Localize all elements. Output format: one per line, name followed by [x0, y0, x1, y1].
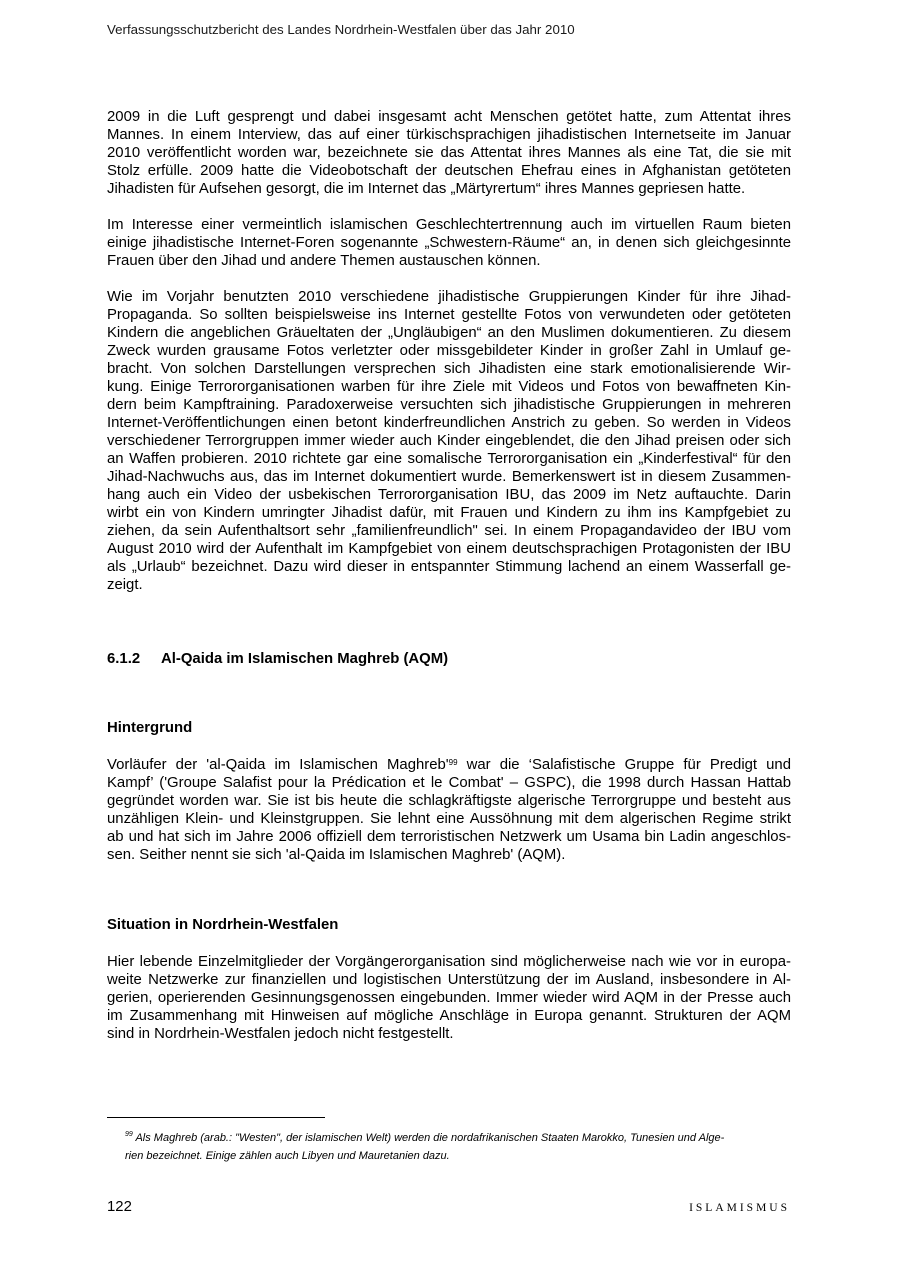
- section-number: 6.1.2: [107, 651, 141, 667]
- text-line: wirbt ein von Kindern umringter Jihadist dafür, mit Frauen und Kindern zu ihm ins Kampfgebiet zu: [107, 505, 791, 521]
- page-number: 122: [107, 1199, 132, 1215]
- text-line: bracht. Von solchen Darstellungen versprechen sich Jihadisten eine stark emotionalisierende Wir-: [107, 361, 791, 377]
- section-heading: [107, 651, 448, 667]
- text-line: gerien, operierenden Gesinnungsgenossen eingebunden. Immer wieder wird AQM in der Presse auch: [107, 990, 791, 1006]
- footnote-line: [125, 1129, 785, 1147]
- text-line: gegründet worden war. Sie ist bis heute die schlagkräftigste algerische Terrorgruppe und besteht aus: [107, 793, 791, 809]
- subheading-situation: Situation in Nordrhein-Westfalen: [107, 917, 339, 933]
- text-line: als „Urlaub“ bezeichnet. Dazu wird dieser in entspannter Stimmung lachend an einem Wasserfall ge-: [107, 559, 791, 575]
- text-line: 2010 veröffentlicht worden war, bezeichnete sie das Attentat ihres Mannes als eine Tat, die sie mit: [107, 145, 791, 161]
- text-line: Internet-Veröffentlichungen einen betont kinderfreundlichen Anstrich zu geben. So werden in Videos: [107, 415, 791, 431]
- body-paragraph: [107, 953, 791, 1043]
- footnote: [125, 1129, 785, 1165]
- text-line: Wie im Vorjahr benutzten 2010 verschiedene jihadistische Gruppierungen Kinder für ihre Jihad-: [107, 289, 791, 305]
- text-line: sind in Nordrhein-Westfalen jedoch nicht festgestellt.: [107, 1026, 454, 1042]
- text-line: Propaganda. So sollten beispielsweise ins Internet gestellte Fotos von verwundeten oder getöteten: [107, 307, 791, 323]
- text-line: Kindern die angeblichen Gräueltaten der „Ungläubigen“ an den Muslimen dokumentieren. Zu diesem: [107, 325, 791, 341]
- text-line: dern beim Kampftraining. Paradoxerweise versuchten sich jihadistische Gruppierungen in mehreren: [107, 397, 791, 413]
- text-line: Hier lebende Einzelmitglieder der Vorgängerorganisation sind möglicherweise nach wie vor in europa-: [107, 954, 791, 970]
- text-line: Stolz erfülle. 2009 hatte die Videobotschaft der deutschen Ehefrau eines in Afghanistan getöteten: [107, 163, 791, 179]
- text-line: zeigt.: [107, 577, 143, 593]
- text-line: Mannes. In einem Interview, das auf einer türkischsprachigen jihadistischen Internetseite im Januar: [107, 127, 791, 143]
- text-line: verschiedener Terrorgruppen immer wieder auch Kinder eingeblendet, die den Jihad preisen oder sich: [107, 433, 791, 449]
- text-line: Jihad-Nachwuchs aus, das im Internet dokumentiert wurde. Bemerkenswert ist in diesem Zusammen-: [107, 469, 791, 485]
- body-paragraph: [107, 756, 791, 864]
- text-line: kung. Einige Terrororganisationen warben für ihre Ziele mit Videos und Fotos von bewaffneten Kin-: [107, 379, 791, 395]
- footnote-reference[interactable]: 99: [448, 758, 458, 767]
- subheading-background: Hintergrund: [107, 720, 193, 736]
- text-fragment: war die ‘Salafistische Gruppe für Predigt und: [457, 757, 791, 773]
- footer-section-label: ISLAMISMUS: [689, 1202, 790, 1214]
- text-line: unzähligen Klein- und Kleinstgruppen. Sie lehnt eine Aussöhnung mit dem algerischen Regime strikt: [107, 811, 791, 827]
- text-line: ab und hat sich im Jahre 2006 offiziell dem terroristischen Netzwerk um Usama bin Ladin angeschlos-: [107, 829, 791, 845]
- text-line: Kampf’ ('Groupe Salafist pour la Prédication et le Combat' – GSPC), die 1998 durch Hassan Hattab: [107, 775, 791, 791]
- text-line: Zweck wurden grausame Fotos verletzter oder missgebildeter Kinder in großer Zahl in Umlauf ge-: [107, 343, 791, 359]
- text-line: im Zusammenhang mit Hinweisen auf mögliche Anschläge in Europa genannt. Strukturen der AQM: [107, 1008, 791, 1024]
- footnote-divider: [107, 1117, 325, 1118]
- section-title: Al-Qaida im Islamischen Maghreb (AQM): [161, 651, 449, 667]
- text-line: sen. Seither nennt sie sich 'al-Qaida im Islamischen Maghreb' (AQM).: [107, 847, 566, 863]
- body-paragraph: [107, 108, 791, 198]
- running-header: Verfassungsschutzbericht des Landes Nordrhein-Westfalen über das Jahr 2010: [107, 22, 575, 37]
- footnote-number: 99: [125, 1131, 133, 1138]
- body-paragraph: [107, 216, 791, 270]
- footnote-text: Als Maghreb (arab.: "Westen", der islamischen Welt) werden die nordafrikanischen Staaten Marokko, Tunesien und Alge-: [132, 1132, 725, 1144]
- body-paragraph: [107, 288, 791, 594]
- text-line: 2009 in die Luft gesprengt und dabei insgesamt acht Menschen getötet hatte, zum Attentat ihres: [107, 109, 791, 125]
- text-line: Frauen über den Jihad und andere Themen austauschen können.: [107, 253, 541, 269]
- text-line: hang auch ein Video der usbekischen Terrororganisation IBU, das 2009 im Netz auftauchte. Darin: [107, 487, 791, 503]
- text-line: einige jihadistische Internet-Foren sogenannte „Schwestern-Räume“ an, in denen sich gleichgesinnte: [107, 235, 791, 251]
- text-line: Jihadisten für Aufsehen gesorgt, die im Internet das „Märtyrertum“ ihres Mannes gepriesen hatte.: [107, 181, 746, 197]
- text-line: an Waffen probieren. 2010 richtete gar eine somalische Terrororganisation ein „Kinderfestival“ für den: [107, 451, 791, 467]
- text-line: ziehen, da sein Aufenthaltsort sehr „familienfreundlich" sei. In einem Propagandavideo der IBU vom: [107, 523, 791, 539]
- text-line: Im Interesse einer vermeintlich islamischen Geschlechtertrennung auch im virtuellen Raum bieten: [107, 217, 791, 233]
- footnote-line: rien bezeichnet. Einige zählen auch Libyen und Mauretanien dazu.: [125, 1150, 450, 1162]
- text-line: [107, 756, 791, 774]
- text-fragment: Vorläufer der 'al-Qaida im Islamischen Maghreb': [107, 757, 449, 773]
- text-line: weite Netzwerke zur finanziellen und logistischen Unterstützung der im Ausland, insbesondere in Al-: [107, 972, 791, 988]
- text-line: August 2010 wird der Aufenthalt im Kampfgebiet von einem deutschsprachigen Protagonisten der IBU: [107, 541, 791, 557]
